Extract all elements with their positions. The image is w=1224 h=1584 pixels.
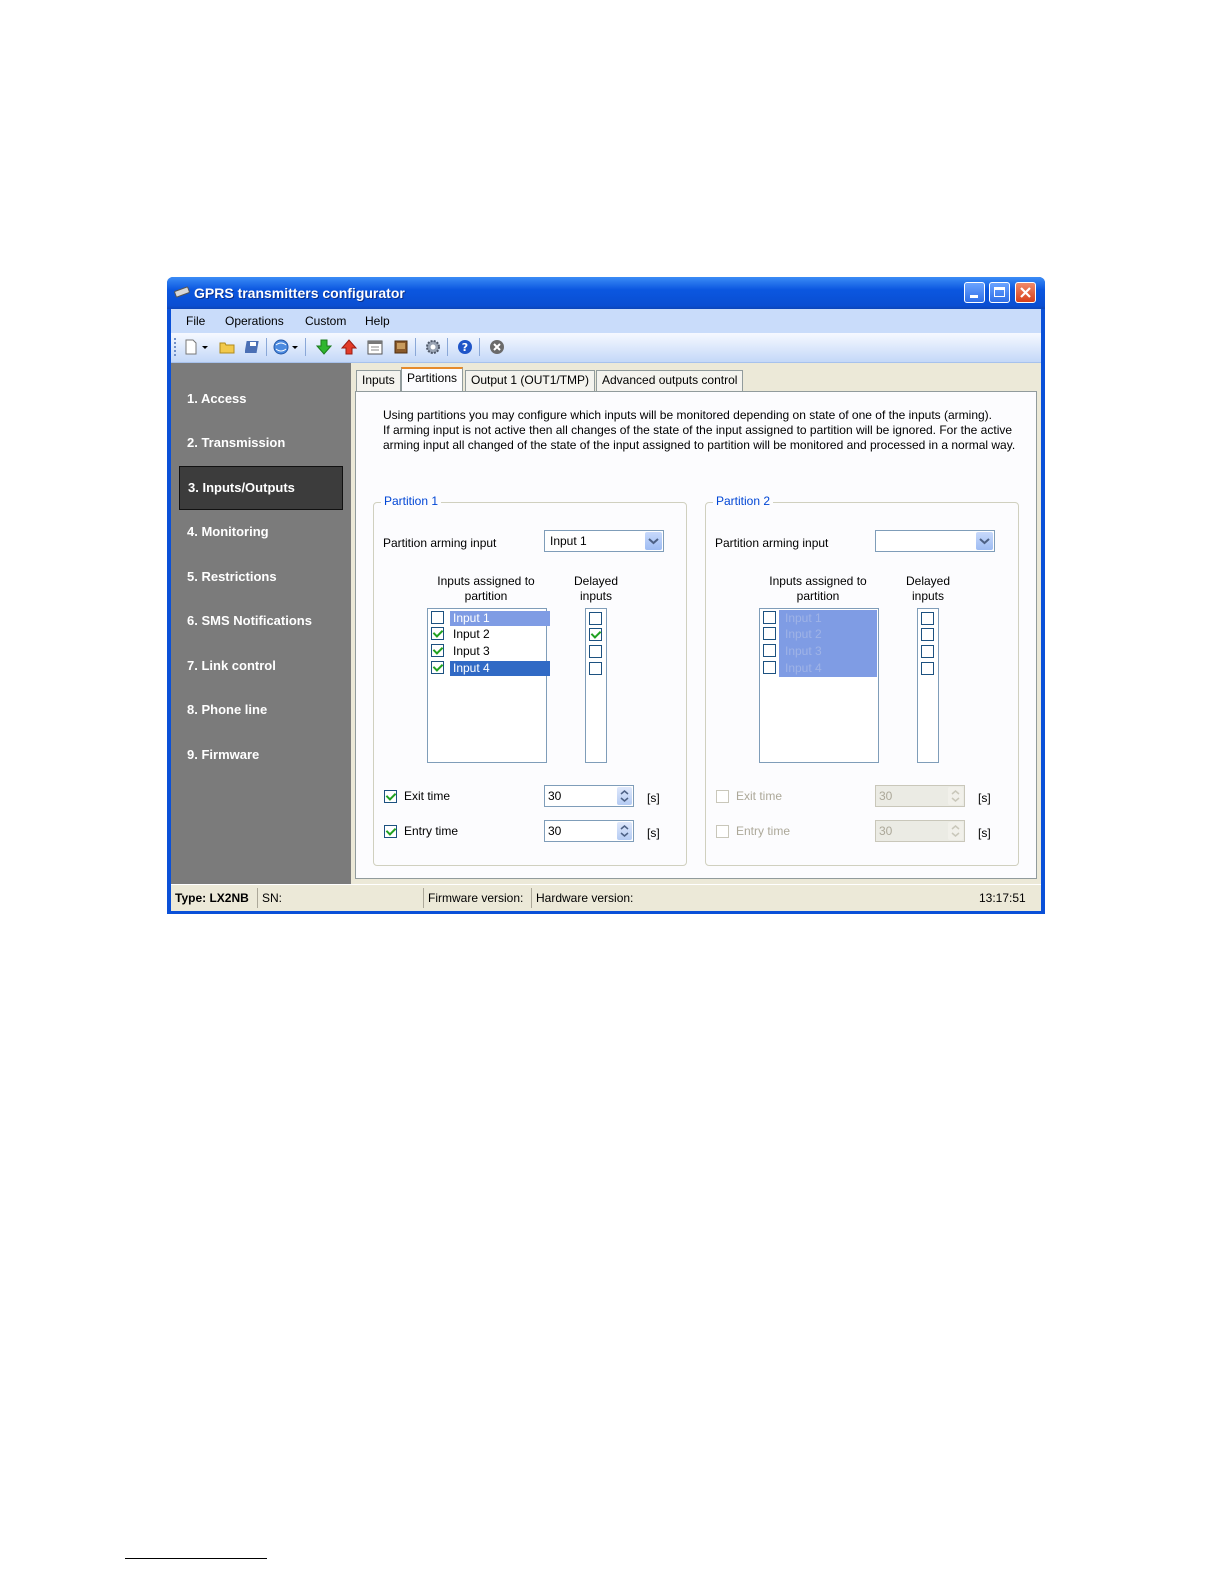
- entry-time-label: Entry time: [404, 824, 459, 838]
- toolbar-separator: [415, 338, 416, 356]
- sidebar-item-access[interactable]: 1. Access: [187, 391, 247, 406]
- list-item-label: Input 1: [785, 611, 822, 625]
- status-separator: [423, 888, 424, 908]
- minimize-button[interactable]: [964, 282, 985, 303]
- menu-file[interactable]: File: [186, 314, 206, 328]
- input-2-checkbox[interactable]: [431, 627, 444, 640]
- partition-2-assigned-header: [758, 574, 878, 604]
- sidebar-item-monitoring[interactable]: 4. Monitoring: [187, 524, 269, 539]
- new-icon[interactable]: [183, 339, 199, 355]
- spinner-arrows-icon[interactable]: [617, 787, 632, 805]
- minimize-icon: [970, 295, 978, 298]
- partition-2-group: [705, 494, 1019, 866]
- list-item-label: Input 3: [453, 644, 490, 658]
- save-icon[interactable]: [245, 339, 261, 355]
- toolbar-separator: [447, 338, 448, 356]
- delayed-input-1-checkbox[interactable]: [921, 612, 934, 625]
- maximize-icon: [994, 287, 1005, 297]
- status-bar: [171, 884, 1041, 911]
- settings-icon[interactable]: [425, 339, 441, 355]
- list-item-label: Input 4: [450, 661, 550, 676]
- header-line: Inputs assigned to: [437, 574, 535, 588]
- upload-icon[interactable]: [341, 339, 357, 355]
- partition-2-arming-label: Partition arming input: [715, 536, 829, 550]
- footnote-separator: [125, 1558, 267, 1559]
- description-line: arming input all changed of the state of the input assigned to partition will be monitored and processed in a normal way.: [383, 438, 1016, 452]
- status-sn: SN:: [262, 891, 283, 905]
- app-icon: [174, 286, 190, 298]
- header-line: partition: [464, 589, 508, 603]
- exit-time-value: 30: [879, 789, 893, 803]
- exit-time-spinner[interactable]: [875, 785, 965, 807]
- list-item[interactable]: [429, 643, 545, 659]
- status-separator: [531, 888, 532, 908]
- delayed-input-2-checkbox[interactable]: [921, 628, 934, 641]
- tab-advanced-outputs[interactable]: Advanced outputs control: [596, 370, 743, 391]
- tab-output-1[interactable]: Output 1 (OUT1/TMP): [465, 370, 595, 391]
- list-item[interactable]: [761, 626, 877, 642]
- exit-time-unit: [s]: [978, 791, 991, 805]
- partition-2-delayed-header: [893, 574, 963, 604]
- entry-time-unit: [s]: [647, 826, 660, 840]
- delayed-input-3-checkbox[interactable]: [921, 645, 934, 658]
- book-icon[interactable]: [393, 339, 409, 355]
- status-type: Type: LX2NB: [175, 891, 249, 905]
- header-line: inputs: [579, 589, 613, 603]
- list-item[interactable]: [429, 626, 545, 642]
- partition-2-inputs-list[interactable]: [759, 608, 879, 763]
- list-item[interactable]: [761, 643, 877, 659]
- input-1-checkbox[interactable]: [763, 611, 776, 624]
- description-text: [383, 408, 1023, 453]
- partition-1-arming-select[interactable]: [544, 530, 664, 552]
- description-line: Using partitions you may configure which inputs will be monitored depending on state of one of the inputs (arming).: [383, 408, 993, 422]
- dropdown-arrow-icon[interactable]: [291, 339, 299, 355]
- chevron-down-icon[interactable]: [645, 532, 662, 550]
- exit-time-unit: [s]: [647, 791, 660, 805]
- list-item-label: Input 4: [785, 661, 822, 675]
- list-item-label: Input 2: [453, 627, 490, 641]
- exit-time-spinner[interactable]: [544, 785, 634, 807]
- list-item-label: Input 3: [785, 644, 822, 658]
- exit-time-label: Exit time: [736, 789, 783, 803]
- partition-2-delayed-list[interactable]: [917, 608, 939, 763]
- chevron-down-icon[interactable]: [976, 532, 993, 550]
- menu-help[interactable]: Help: [365, 314, 390, 328]
- close-button[interactable]: [1015, 282, 1036, 303]
- partitions-panel: [355, 391, 1037, 879]
- sidebar-item-link-control[interactable]: 7. Link control: [187, 658, 276, 673]
- window-title: GPRS transmitters configurator: [194, 285, 405, 301]
- maximize-button[interactable]: [989, 282, 1010, 303]
- open-folder-icon[interactable]: [219, 339, 235, 355]
- menu-bar: [171, 309, 1041, 333]
- exit-icon[interactable]: [489, 339, 505, 355]
- entry-time-label: Entry time: [736, 824, 791, 838]
- delayed-input-4-checkbox[interactable]: [589, 662, 602, 675]
- svg-text:?: ?: [461, 341, 469, 354]
- exit-time-checkbox[interactable]: [716, 790, 729, 803]
- toolbar-grip: [174, 338, 178, 356]
- header-line: Delayed: [573, 574, 619, 588]
- header-line: Inputs assigned to: [769, 574, 867, 588]
- input-4-checkbox[interactable]: [763, 661, 776, 674]
- spinner-arrows-icon[interactable]: [948, 787, 963, 805]
- close-icon: [1016, 283, 1035, 302]
- main-content: [351, 363, 1041, 884]
- sidebar-item-inputs-outputs[interactable]: 3. Inputs/Outputs: [179, 466, 343, 510]
- header-line: partition: [796, 589, 840, 603]
- sidebar-item-phone-line[interactable]: 8. Phone line: [187, 702, 268, 717]
- partition-1-arming-value: Input 1: [550, 534, 587, 548]
- status-firmware: Firmware version:: [428, 891, 524, 905]
- connection-icon[interactable]: [273, 339, 289, 355]
- header-line: inputs: [911, 589, 945, 603]
- entry-time-value: 30: [548, 824, 562, 838]
- title-bar[interactable]: [167, 277, 1045, 309]
- partition-1-delayed-header: [561, 574, 631, 604]
- partition-1-arming-label: Partition arming input: [383, 536, 497, 550]
- tab-partitions[interactable]: Partitions: [401, 367, 463, 391]
- delayed-input-1-checkbox[interactable]: [589, 612, 602, 625]
- status-time: 13:17:51: [979, 891, 1026, 905]
- input-1-checkbox[interactable]: [431, 611, 444, 624]
- partition-1-legend: Partition 1: [381, 494, 441, 508]
- sidebar-item-firmware[interactable]: 9. Firmware: [187, 747, 260, 762]
- list-item[interactable]: [761, 610, 877, 626]
- input-2-checkbox[interactable]: [763, 627, 776, 640]
- partition-2-arming-select[interactable]: [875, 530, 995, 552]
- spinner-arrows-icon[interactable]: [948, 822, 963, 840]
- list-item[interactable]: [429, 610, 545, 626]
- status-separator: [257, 888, 258, 908]
- sidebar-item-sms-notifications[interactable]: 6. SMS Notifications: [187, 613, 312, 628]
- delayed-input-4-checkbox[interactable]: [921, 662, 934, 675]
- list-item[interactable]: [761, 660, 877, 676]
- partition-1-delayed-list[interactable]: [585, 608, 607, 763]
- calendar-icon[interactable]: [367, 339, 383, 355]
- entry-time-value: 30: [879, 824, 893, 838]
- toolbar-separator: [266, 338, 267, 356]
- status-hardware: Hardware version:: [536, 891, 634, 905]
- entry-time-unit: [s]: [978, 826, 991, 840]
- entry-time-checkbox[interactable]: [716, 825, 729, 838]
- input-4-checkbox[interactable]: [431, 661, 444, 674]
- sidebar-item-restrictions[interactable]: 5. Restrictions: [187, 569, 277, 584]
- toolbar-separator: [305, 338, 306, 356]
- input-3-checkbox[interactable]: [431, 644, 444, 657]
- entry-time-checkbox[interactable]: [384, 825, 397, 838]
- exit-time-checkbox[interactable]: [384, 790, 397, 803]
- description-line: If arming input is not active then all changes of the state of the input assigned to partition will be ignored. For the active: [383, 423, 1013, 437]
- header-line: Delayed: [905, 574, 951, 588]
- partition-2-legend: Partition 2: [713, 494, 773, 508]
- entry-time-spinner[interactable]: [544, 820, 634, 842]
- toolbar-separator: [479, 338, 480, 356]
- partition-1-group: [373, 494, 687, 866]
- download-icon[interactable]: [316, 339, 332, 355]
- menu-custom[interactable]: Custom: [305, 314, 347, 328]
- partition-1-assigned-header: [426, 574, 546, 604]
- partition-1-inputs-list[interactable]: [427, 608, 547, 763]
- entry-time-spinner[interactable]: [875, 820, 965, 842]
- menu-operations[interactable]: Operations: [225, 314, 284, 328]
- help-icon[interactable]: [457, 339, 473, 355]
- spinner-arrows-icon[interactable]: [617, 822, 632, 840]
- list-item-label: Input 2: [785, 627, 822, 641]
- list-item-label: Input 1: [450, 611, 550, 626]
- toolbar: [171, 333, 1041, 363]
- dropdown-arrow-icon[interactable]: [201, 339, 209, 355]
- input-3-checkbox[interactable]: [763, 644, 776, 657]
- sidebar-item-transmission[interactable]: 2. Transmission: [187, 435, 286, 450]
- exit-time-label: Exit time: [404, 789, 451, 803]
- app-window: [167, 277, 1045, 914]
- list-item[interactable]: [429, 660, 545, 676]
- delayed-input-3-checkbox[interactable]: [589, 645, 602, 658]
- sidebar: [171, 363, 351, 884]
- delayed-input-2-checkbox[interactable]: [589, 628, 602, 641]
- tab-inputs[interactable]: Inputs: [356, 370, 401, 391]
- exit-time-value: 30: [548, 789, 562, 803]
